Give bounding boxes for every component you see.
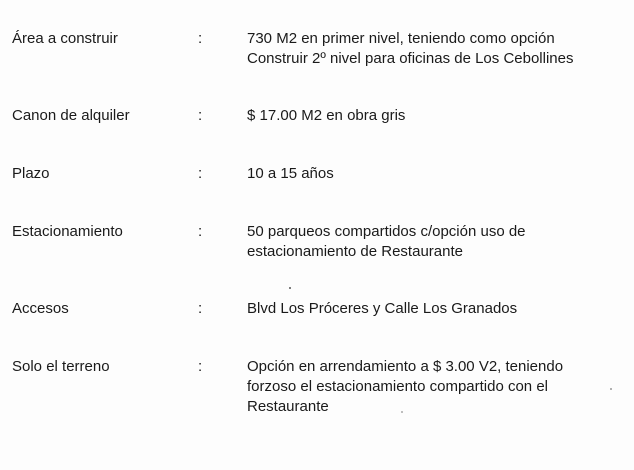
value-line: Restaurante — [247, 398, 329, 415]
scan-speck — [289, 287, 291, 289]
separator-colon: : — [198, 165, 203, 182]
value-line: 10 a 15 años — [247, 165, 334, 182]
scan-speck — [610, 388, 612, 390]
scan-speck — [401, 411, 403, 413]
value-line: 730 M2 en primer nivel, teniendo como opción — [247, 30, 555, 47]
value-line: Construir 2º nivel para oficinas de Los Cebollines — [247, 50, 574, 67]
label-plazo: Plazo — [12, 165, 50, 182]
value-plazo — [247, 164, 607, 184]
label-estacionamiento: Estacionamiento — [12, 223, 123, 240]
separator-colon: : — [198, 107, 203, 124]
label-area-a-construir: Área a construir — [12, 30, 118, 47]
value-estacionamiento — [247, 222, 607, 262]
value-line: estacionamiento de Restaurante — [247, 243, 463, 260]
separator-colon: : — [198, 358, 203, 375]
value-line: forzoso el estacionamiento compartido con el — [247, 378, 548, 395]
value-line: $ 17.00 M2 en obra gris — [247, 107, 406, 124]
separator-colon: : — [198, 30, 203, 47]
value-line: 50 parqueos compartidos c/opción uso de — [247, 223, 526, 240]
separator-colon: : — [198, 300, 203, 317]
value-solo-el-terreno — [247, 357, 607, 417]
value-line: Blvd Los Próceres y Calle Los Granados — [247, 300, 518, 317]
value-area-a-construir — [247, 29, 607, 69]
value-canon-de-alquiler — [247, 106, 607, 126]
label-accesos: Accesos — [12, 300, 69, 317]
label-solo-el-terreno: Solo el terreno — [12, 358, 110, 375]
value-line: Opción en arrendamiento a $ 3.00 V2, teniendo — [247, 358, 564, 375]
label-canon-de-alquiler: Canon de alquiler — [12, 107, 130, 124]
separator-colon: : — [198, 223, 203, 240]
value-accesos — [247, 299, 607, 319]
